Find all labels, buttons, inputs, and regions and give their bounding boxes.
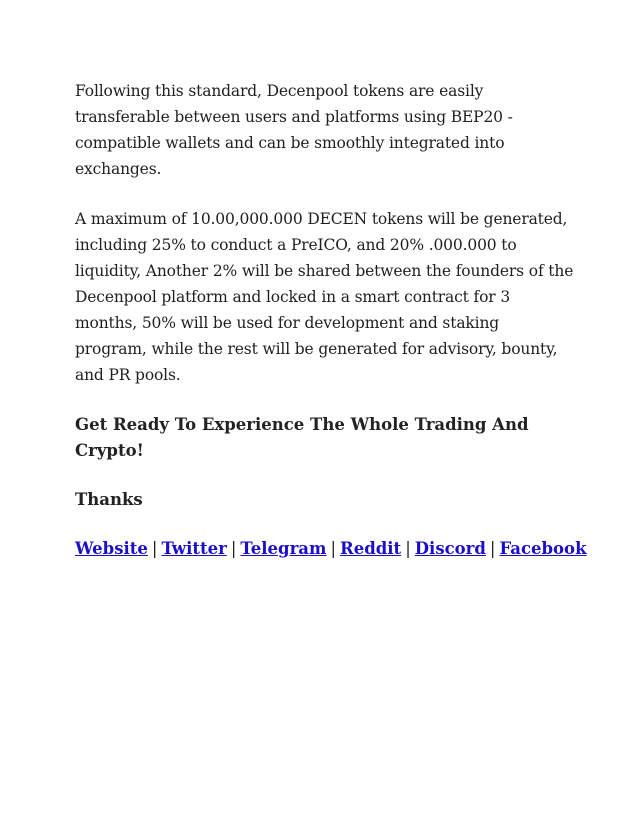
facebook-link[interactable]: Facebook: [499, 539, 587, 558]
thanks-text: Thanks: [75, 490, 143, 509]
social-links-bar: [75, 536, 587, 562]
website-link[interactable]: Website: [75, 539, 148, 558]
paragraph-token-standard: Following this standard, Decenpool tokens are easily transferable between users and platforms using BEP20 -compatible wallets and can be smoothly integrated into exchanges.: [75, 82, 513, 178]
twitter-link[interactable]: Twitter: [161, 539, 227, 558]
link-separator: |: [330, 539, 336, 558]
document-page: [75, 78, 587, 562]
reddit-link[interactable]: Reddit: [340, 539, 402, 558]
cta-heading: Get Ready To Experience The Whole Trading And Crypto!: [75, 415, 529, 460]
paragraph-token-distribution: A maximum of 10.00,000.000 DECEN tokens will be generated, including 25% to conduct a PreICO, and 20% .000.000 to liquidity, Another 2% will be shared between the founders of the Decenpool platform and locked in a smart contract for 3 months, 50% will be used for development and staking program, while the rest will be generated for advisory, bounty, and PR pools.: [75, 210, 574, 384]
telegram-link[interactable]: Telegram: [240, 539, 327, 558]
link-separator: |: [230, 539, 237, 558]
discord-link[interactable]: Discord: [414, 539, 486, 558]
link-separator: |: [151, 539, 158, 558]
link-separator: |: [489, 539, 496, 558]
link-separator: |: [405, 539, 411, 558]
